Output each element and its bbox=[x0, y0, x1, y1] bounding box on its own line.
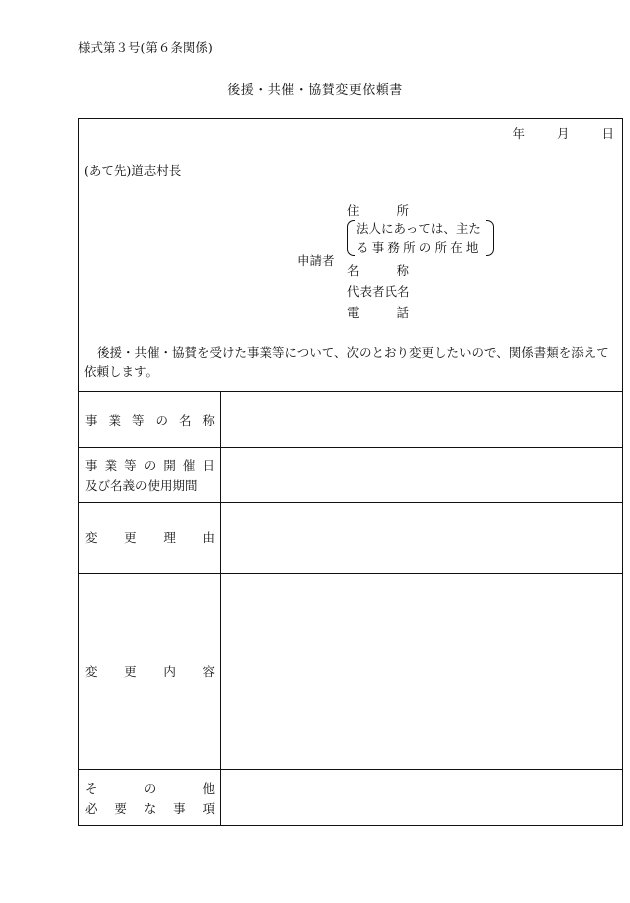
representative-label: 代表者氏名 bbox=[347, 284, 410, 299]
addressee: (あて先)道志村長 bbox=[84, 163, 182, 178]
form-number-label: 様式第３号(第６条関係) bbox=[78, 40, 213, 55]
document-title: 後援・共催・協賛変更依頼書 bbox=[227, 83, 403, 98]
form-frame bbox=[78, 118, 623, 826]
request-statement: 後援・共催・協賛を受けた事業等について、次のとおり変更したいので、関係書類を添えて依頼します。 bbox=[84, 345, 609, 379]
right-paren bbox=[486, 220, 494, 256]
row-label-period-line1: 事 業 等 の 開 催 日 bbox=[85, 458, 215, 473]
row-label-period-line2: 及び名義の使用期間 bbox=[85, 478, 198, 493]
row-label-event-name: 事 業 等 の 名 称 bbox=[85, 413, 215, 428]
change-reason-field[interactable] bbox=[221, 503, 622, 573]
corporation-note-line2: る事務所の所在地 bbox=[356, 240, 482, 255]
applicant-phone-label: 電 話 bbox=[347, 305, 409, 320]
date-month: 月 bbox=[556, 126, 570, 141]
other-matters-field[interactable] bbox=[221, 770, 622, 825]
row-label-change-reason: 変 更 理 由 bbox=[85, 530, 215, 545]
row-label-other-line2: 必 要 な 事 項 bbox=[85, 801, 215, 816]
date-row bbox=[512, 124, 614, 142]
date-year: 年 bbox=[512, 126, 525, 141]
applicant-name-label: 名 称 bbox=[347, 263, 409, 278]
row-label-change-content: 変 更 内 容 bbox=[85, 664, 215, 679]
change-content-field[interactable] bbox=[221, 574, 622, 769]
applicant-address-label: 住 所 bbox=[347, 203, 409, 218]
applicant-label: 申請者 bbox=[297, 253, 335, 268]
event-period-field[interactable] bbox=[221, 448, 622, 502]
left-paren bbox=[347, 220, 355, 256]
date-day: 日 bbox=[601, 126, 614, 141]
corporation-note-line1: 法人にあっては、主た bbox=[356, 221, 481, 236]
row-label-other-line1: そ の 他 bbox=[85, 781, 215, 796]
event-name-field[interactable] bbox=[221, 392, 622, 447]
corporation-note bbox=[347, 219, 494, 257]
